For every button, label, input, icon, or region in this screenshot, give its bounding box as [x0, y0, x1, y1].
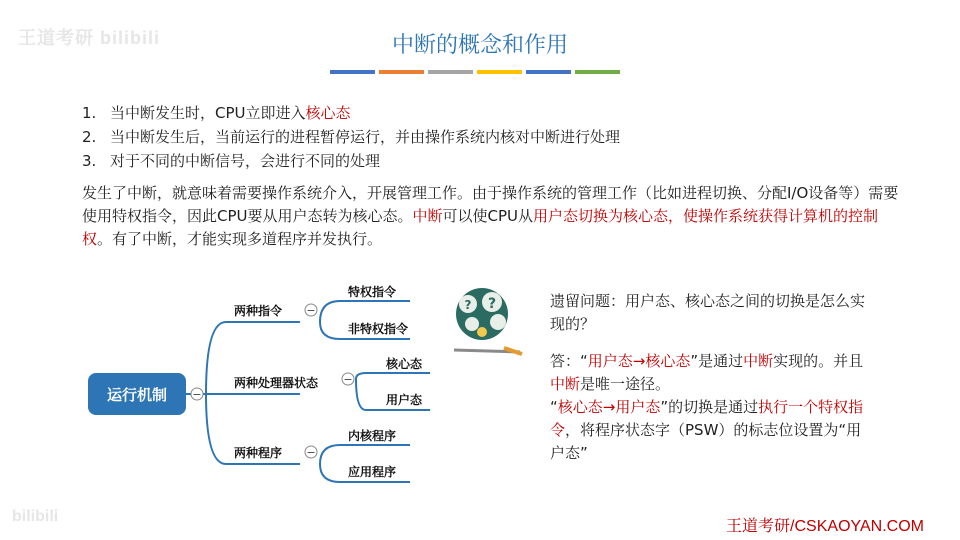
- mindmap-leaf-label: 非特权指令: [348, 322, 409, 336]
- collapse-toggle-processor-states[interactable]: [342, 373, 354, 386]
- question-answer-block: [550, 290, 870, 465]
- watermark-bilibili: bilibili: [12, 508, 59, 525]
- title-bar-segment: [526, 70, 571, 74]
- list-item: [82, 149, 620, 173]
- svg-text:?: ?: [464, 298, 472, 312]
- answer-line-1: 答：“用户态→核心态”是通过中断实现的。并且中断是唯一途径。: [550, 352, 864, 393]
- list-highlight: 核心态: [305, 104, 351, 122]
- collapse-toggle-root[interactable]: [191, 388, 203, 401]
- question-thinking-icon: [448, 284, 528, 359]
- mindmap-leaf-label: 内核程序: [348, 429, 397, 443]
- list-item: [82, 101, 620, 125]
- paragraph-text: 。有了中断，才能实现多道程序并发执行。: [97, 230, 383, 248]
- collapse-toggle-instructions[interactable]: [305, 304, 317, 317]
- question-text: 遗留问题：用户态、核心态之间的切换是怎么实现的？: [550, 292, 866, 333]
- key-points-list: [82, 101, 620, 173]
- mindmap-leaf-label: 应用程序: [348, 465, 397, 479]
- mindmap-leaf-label: 用户态: [386, 393, 423, 407]
- list-text: 当中断发生后，当前运行的进程暂停运行，并由操作系统内核对中断进行处理: [110, 128, 621, 146]
- svg-text:−: −: [192, 388, 202, 401]
- svg-text:?: ?: [487, 296, 497, 312]
- mindmap-branch-label: 两种程序: [234, 446, 283, 460]
- svg-text:−: −: [306, 446, 316, 459]
- paragraph-text: 发生了中断，就意味着需要操作系统介入，开展管理工作。由于操作系统的管理工作（比如进程切换、分配I/O设备等）需要使用特权指令，因此CPU要从用户态转为核心态。: [82, 184, 899, 225]
- explanation-paragraph: [82, 182, 902, 251]
- list-number: 1.: [82, 104, 97, 122]
- svg-text:−: −: [306, 304, 316, 317]
- mindmap-leaf-label: 核心态: [386, 357, 423, 371]
- list-text: 对于不同的中断信号，会进行不同的处理: [110, 152, 381, 170]
- paragraph-text: 可以使CPU从: [442, 207, 534, 225]
- list-item: [82, 125, 620, 149]
- mindmap-branch-label: 两种指令: [234, 304, 283, 318]
- paragraph-highlight: 中断: [412, 207, 443, 225]
- mindmap-diagram: [0, 270, 440, 500]
- title-bar-segment: [477, 70, 522, 74]
- slide-title: 中断的概念和作用: [391, 33, 568, 58]
- watermark-logo: 王道考研 bilibili: [18, 28, 160, 48]
- title-bar-segment: [379, 70, 424, 74]
- title-bar-segment: [330, 70, 375, 74]
- answer-line-2: “核心态→用户态”的切换是通过执行一个特权指令，将程序状态字（PSW）的标志位设置为“用户态”: [550, 398, 864, 462]
- mindmap-leaf-label: 特权指令: [348, 285, 397, 299]
- collapse-toggle-programs[interactable]: [305, 446, 317, 459]
- title-bar-segment: [575, 70, 620, 74]
- mindmap-branch-label: 两种处理器状态: [234, 376, 319, 390]
- title-color-bar: [330, 70, 620, 74]
- list-number: 3.: [82, 152, 97, 170]
- mindmap-root-label: 运行机制: [106, 386, 168, 404]
- list-number: 2.: [82, 128, 97, 146]
- title-bar-segment: [428, 70, 473, 74]
- paragraph-highlight: 用户态切换为核心态，使操作系统获得计算机的控制权: [82, 207, 879, 248]
- svg-text:−: −: [343, 373, 353, 386]
- footer-brand: 王道考研/CSKAOYAN.COM: [726, 518, 924, 535]
- list-text: 当中断发生时，CPU立即进入: [110, 104, 306, 122]
